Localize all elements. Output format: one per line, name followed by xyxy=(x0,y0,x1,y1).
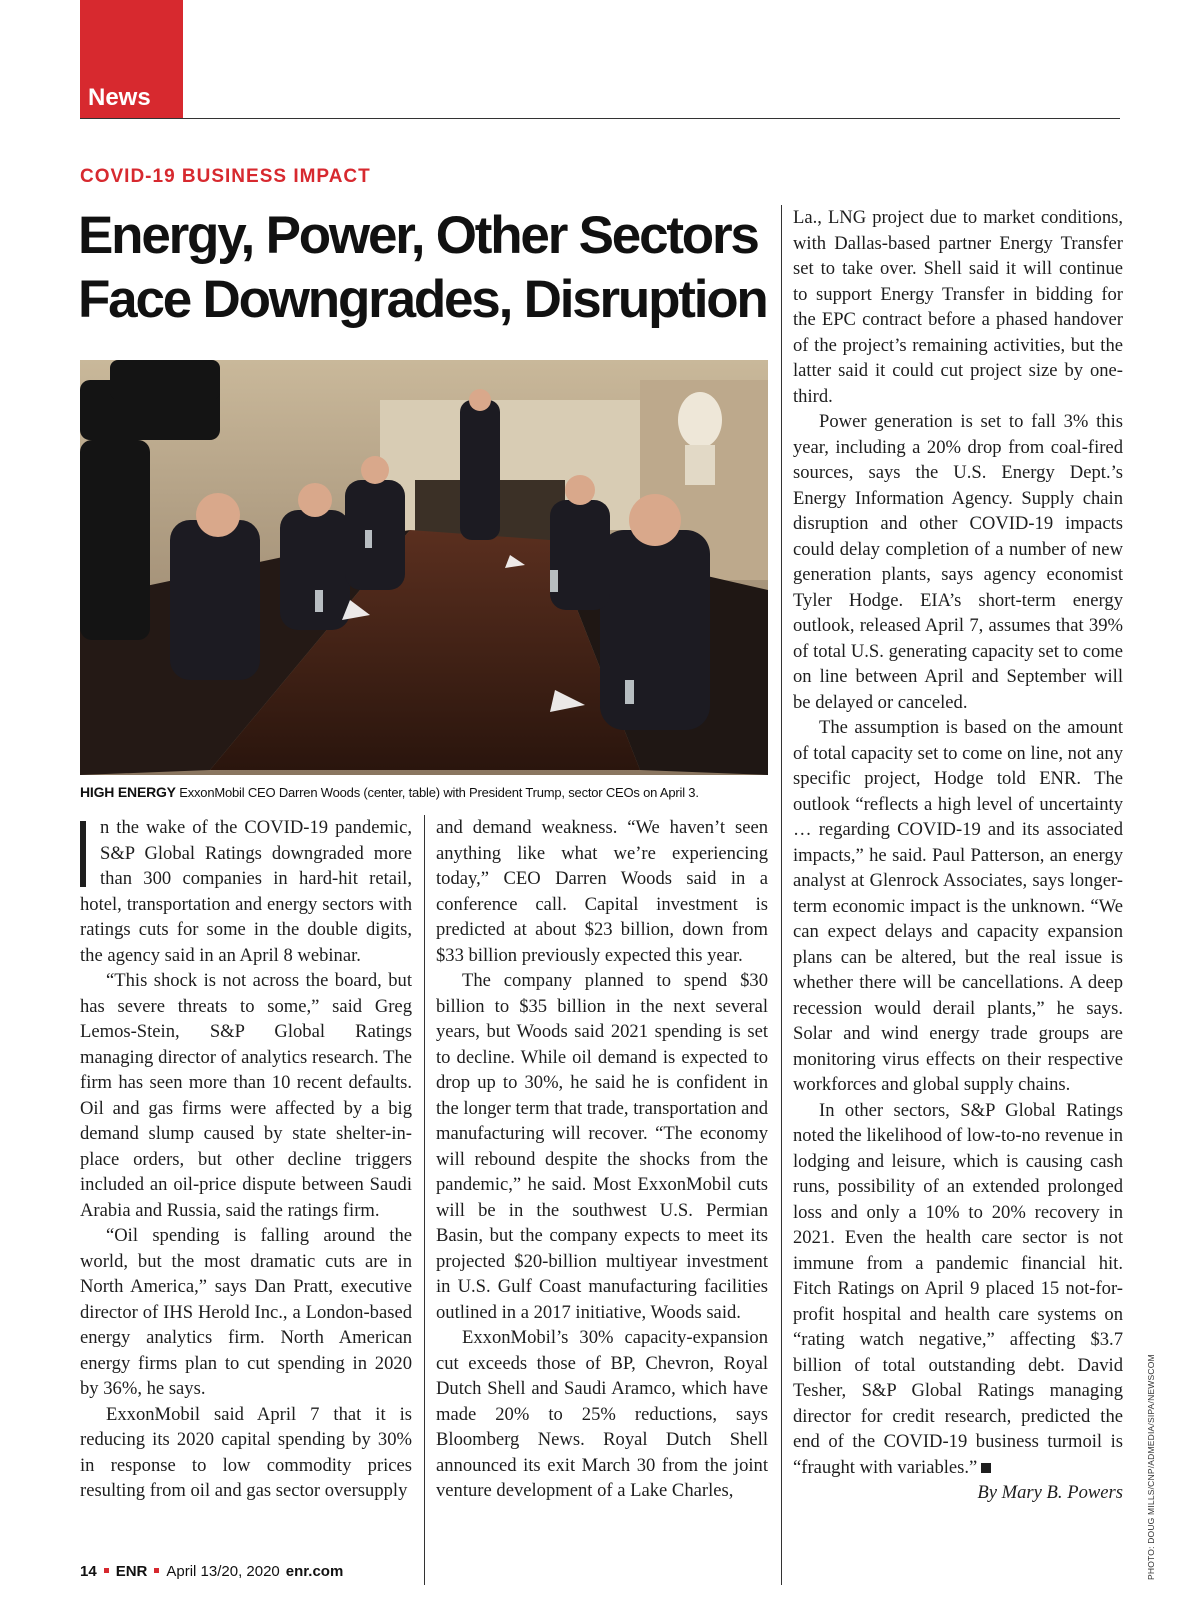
end-mark-icon xyxy=(981,1463,991,1473)
section-tab xyxy=(80,0,183,118)
paragraph: ExxonMobil said April 7 that it is reducing its 2020 capital spending by 30% in response to low commodity prices resulting from oil and gas sector oversupply xyxy=(80,1403,412,1501)
article-photo xyxy=(80,360,768,775)
separator-square-icon xyxy=(154,1568,159,1573)
page-number: 14 xyxy=(80,1563,97,1580)
issue-date: April 13/20, 2020 xyxy=(166,1563,280,1580)
headline: Energy, Power, Other Sectors Face Downgrades, Disruption xyxy=(78,206,767,329)
article-column-1 xyxy=(80,815,412,1504)
kicker: COVID-19 BUSINESS IMPACT xyxy=(80,166,371,187)
article-column-2 xyxy=(436,815,768,1504)
caption-label: HIGH ENERGY xyxy=(80,784,176,800)
byline: By Mary B. Powers xyxy=(977,1482,1123,1503)
drop-cap xyxy=(80,821,86,887)
paragraph: “Oil spending is falling around the world, but the most dramatic cuts are in North America,” says Dan Pratt, executive director of IHS Herold Inc., a London-based energy analytics firm. North American energy firms plan to cut spending in 2020 by 36%, he says. xyxy=(80,1225,412,1399)
photo-credit: PHOTO: DOUG MILLS/CNP/ADMEDIA/SIPA/NEWSCOM xyxy=(1146,1354,1156,1580)
photo-caption xyxy=(80,784,780,800)
caption-text: ExxonMobil CEO Darren Woods (center, table) with President Trump, sector CEOs on April 3. xyxy=(175,785,699,800)
paragraph: “This shock is not across the board, but has severe threats to some,” said Greg Lemos-Stein, S&P Global Ratings managing director of analytics research. The firm has seen more than 10 recent defaults. Oil and gas firms were affected by a big demand slump caused by state shelter-in-place orders, but other decline triggers included an oil-price dispute between Saudi Arabia and Russia, said the ratings firm. xyxy=(80,970,412,1221)
article-column-3 xyxy=(793,205,1123,1506)
column-divider xyxy=(781,205,782,1585)
column-divider xyxy=(424,815,425,1585)
meeting-photo-illustration xyxy=(80,360,768,775)
top-rule xyxy=(80,118,1120,119)
paragraph: La., LNG project due to market conditions, with Dallas-based partner Energy Transfer set to take over. Shell said it will continue to support Energy Transfer in bidding for the EPC contract before a phased handover of the project’s remaining activities, but the latter said it could cut project size by one-third. xyxy=(793,207,1123,407)
separator-square-icon xyxy=(104,1568,109,1573)
publication-name: ENR xyxy=(115,1563,148,1580)
paragraph: In other sectors, S&P Global Ratings noted the likelihood of low-to-no revenue in lodging and leisure, which is causing cash runs, possibility of an extended prolonged loss and only a 10% to 20% recovery in 2021. Even the health care sector is not immune from a pandemic financial hit. Fitch Ratings on April 9 placed 15 not-for-profit hospital and health care systems on “rating watch negative,” affecting $3.7 billion of total outstanding debt. David Tesher, S&P Global Ratings managing director for credit research, predicted the end of the COVID-19 business turmoil is “fraught with variables.” xyxy=(793,1099,1123,1478)
page-footer xyxy=(80,1563,343,1580)
paragraph: ExxonMobil’s 30% capacity-expansion cut exceeds those of BP, Chevron, Royal Dutch Shell and Saudi Aramco, which have made 20% to 25% reductions, says Bloomberg News. Royal Dutch Shell announced its exit March 30 from the joint venture development of a Lake Charles, xyxy=(436,1327,768,1501)
paragraph: The assumption is based on the amount of total capacity set to come on line, not any specific project, Hodge told ENR. The outlook “reflects a high level of uncertainty … regarding COVID-19 and its associated impacts,” he said. Paul Patterson, an energy analyst at Glenrock Associates, says longer-term economic impact is the unknown. “We can expect delays and capacity expansion plans can be altered, but the real issue is whether there will be cancellations. A deep recession would derail plants,” he says. Solar and wind energy trade groups are monitoring virus effects on their respective workforces and global supply chains. xyxy=(793,717,1123,1095)
paragraph: Power generation is set to fall 3% this year, including a 20% drop from coal-fired sources, says the U.S. Energy Dept.’s Energy Information Agency. Supply chain disruption and other COVID-19 impacts could delay completion of a number of new generation plants, says agency economist Tyler Hodge. EIA’s short-term energy outlook, released April 7, assumes that 39% of total U.S. generating capacity set to come on line between April and September will be delayed or canceled. xyxy=(793,411,1123,713)
paragraph: The company planned to spend $30 billion to $35 billion in the next several years, but Woods said 2021 spending is set to decline. While oil demand is expected to drop up to 30%, he said he is confident in the longer term that trade, transportation and manufacturing will recover. “The economy will rebound despite the shocks from the pandemic,” he said. Most ExxonMobil cuts will be in the southwest U.S. Permian Basin, but the company expects to meet its projected $20-billion multiyear investment in U.S. Gulf Coast manufacturing facilities outlined in a 2017 initiative, Woods said. xyxy=(436,970,768,1323)
website-link[interactable]: enr.com xyxy=(285,1563,344,1580)
paragraph: and demand weakness. “We haven’t seen anything like what we’re experiencing today,” CEO Darren Woods said in a conference call. Capital investment is predicted at about $23 billion, down from $33 billion previously expected this year. xyxy=(436,817,768,966)
section-tab-label: News xyxy=(88,84,151,111)
paragraph: n the wake of the COVID-19 pandemic, S&P Global Ratings downgraded more than 300 companies in hard-hit retail, hotel, transportation and energy sectors with ratings cuts for some in the double digits, the agency said in an April 8 webinar. xyxy=(80,817,412,966)
